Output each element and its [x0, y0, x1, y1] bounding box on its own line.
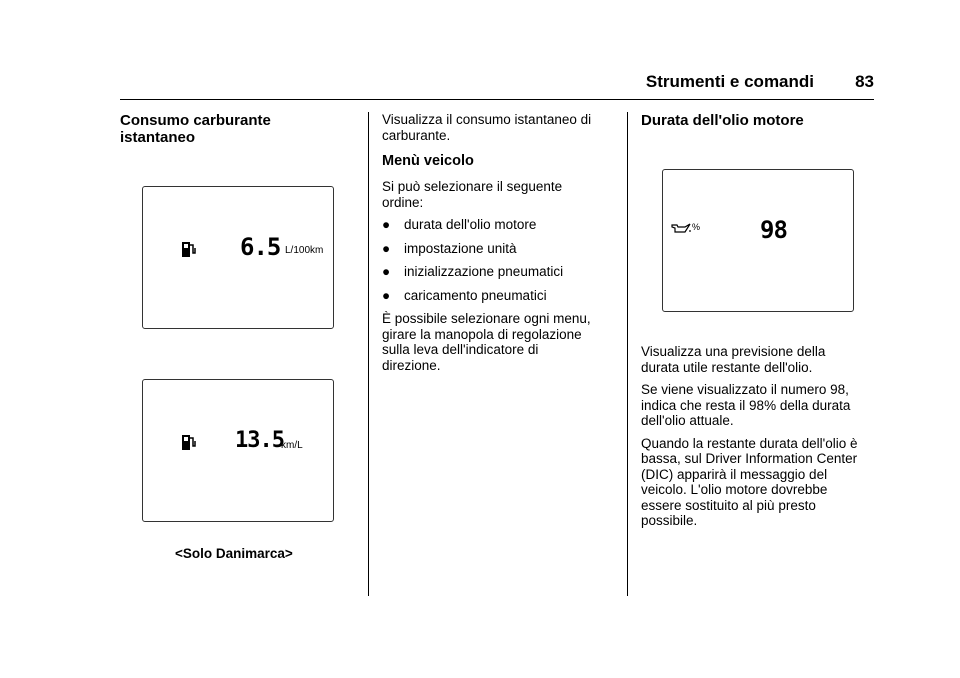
fuel-pump-icon	[181, 239, 197, 259]
caption-denmark-only: <Solo Danimarca>	[175, 546, 293, 561]
column-vehicle-menu	[382, 112, 622, 373]
consumption-value: 13.5	[235, 428, 284, 453]
column-divider-right	[627, 112, 628, 596]
display-consumption-l100km	[142, 186, 334, 329]
consumption-unit: km/L	[281, 440, 303, 451]
oil-life-para-2: Se viene visualizzato il numero 98, indica che resta il 98% della durata dell'olio attuale.	[641, 382, 851, 428]
consumption-unit: L/100km	[285, 245, 324, 256]
oil-can-icon	[671, 222, 691, 234]
header-rule	[120, 99, 874, 100]
heading-oil-life: Durata dell'olio motore	[641, 112, 804, 129]
oil-life-description	[641, 344, 881, 529]
heading-vehicle-menu: Menù veicolo	[382, 153, 474, 169]
display-consumption-kml	[142, 379, 334, 522]
menu-lead-text: Si può selezionare il seguente ordine:	[382, 179, 563, 210]
column-divider-left	[368, 112, 369, 596]
consumption-value: 6.5	[240, 233, 281, 261]
list-item: ● caricamento pneumatici	[382, 287, 547, 303]
heading-instant-consumption: Consumo carburante istantaneo	[120, 112, 271, 146]
list-item: ● inizializzazione pneumatici	[382, 264, 564, 279]
page-header	[120, 72, 874, 98]
oil-life-para-1: Visualizza una previsione della durata utile restante dell'olio.	[641, 344, 826, 375]
menu-outro-text: È possibile selezionare ogni menu, girare la manopola di regolazione sulla leva dell'indicatore di direzione.	[382, 311, 591, 373]
oil-life-value: 98	[760, 216, 787, 244]
intro-text: Visualizza il consumo istantaneo di carburante.	[382, 112, 592, 143]
page-number: 83	[855, 72, 874, 91]
column-oil-life	[641, 112, 881, 129]
column-fuel-consumption	[120, 112, 355, 146]
menu-bullet-list	[382, 217, 622, 303]
section-title: Strumenti e comandi	[645, 72, 814, 91]
display-oil-life	[662, 169, 854, 312]
list-item: ● impostazione unità	[382, 240, 517, 256]
oil-life-para-3: Quando la restante durata dell'olio è bassa, sul Driver Information Center (DIC) apparirà il messaggio del veicolo. L'olio motore dovrebbe essere sostituito al più presto possibile.	[641, 435, 858, 528]
list-item: ● durata dell'olio motore	[382, 217, 537, 232]
oil-life-unit: %	[692, 222, 701, 232]
fuel-pump-icon	[181, 432, 197, 452]
